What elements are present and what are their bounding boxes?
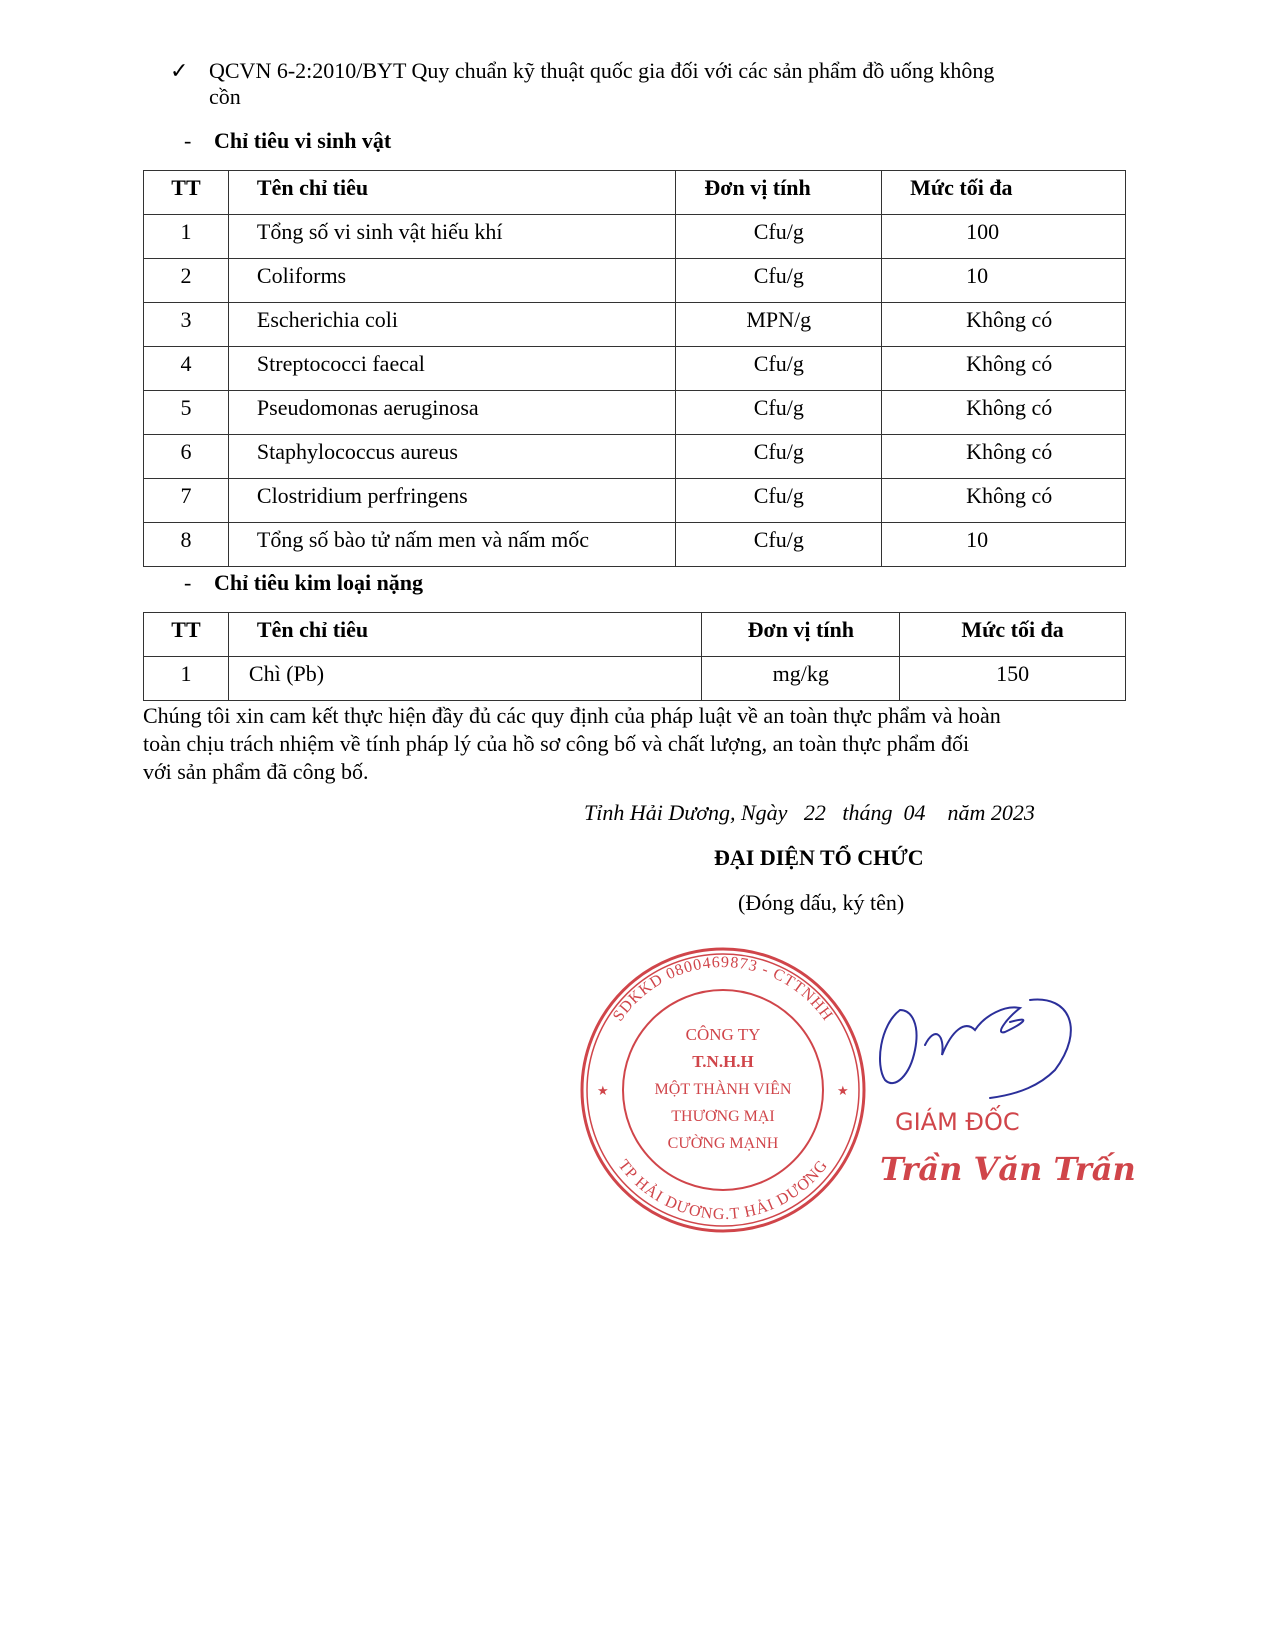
cell-tt: 2 (180, 263, 192, 288)
commitment-line: toàn chịu trách nhiệm về tính pháp lý của hồ sơ công bố và chất lượng, an toàn thực phẩm đối (143, 731, 970, 756)
table-row (144, 435, 1126, 479)
cell-name: Pseudomonas aeruginosa (256, 395, 479, 420)
cell-unit: Cfu/g (753, 263, 804, 288)
standard-title: QCVN 6-2:2010/BYT Quy chuẩn kỹ thuật quốc gia đối với các sản phẩm đồ uống không (209, 58, 995, 83)
bullet-dash: - (184, 128, 192, 153)
cell-unit: Cfu/g (753, 351, 804, 376)
cell-tt: 6 (180, 439, 192, 464)
stamp-line: CÔNG TY (685, 1025, 761, 1044)
table-row (144, 657, 1126, 701)
stamp-outer-bottom-text: TP HẢI DƯƠNG.T HẢI DƯƠNG (614, 1156, 832, 1224)
cell-unit: Cfu/g (753, 395, 804, 420)
table-row (144, 303, 1126, 347)
header-max: Mức tối đa (910, 175, 1013, 200)
table-row (144, 479, 1126, 523)
cell-tt: 3 (180, 307, 192, 332)
cell-tt: 5 (180, 395, 192, 420)
director-name: Trần Văn Trấn (880, 1150, 1136, 1188)
cell-max: Không có (966, 307, 1053, 332)
cell-name: Clostridium perfringens (256, 483, 468, 508)
commitment-line: Chúng tôi xin cam kết thực hiện đầy đủ các quy định của pháp luật về an toàn thực phẩm và hoàn (143, 703, 1001, 728)
cell-max: Không có (966, 483, 1053, 508)
cell-max: 10 (966, 527, 989, 552)
cell-unit: mg/kg (772, 661, 829, 686)
stamp-line: T.N.H.H (692, 1052, 754, 1071)
cell-max: 150 (996, 661, 1030, 686)
cell-name: Tổng số vi sinh vật hiếu khí (256, 219, 503, 244)
date-line: Tỉnh Hải Dương, Ngày 22 tháng 04 năm 2023 (584, 800, 1035, 825)
cell-name: Staphylococcus aureus (256, 439, 458, 464)
stamp-outer-top-text: SDKKD 0800469873 - CTTNHH (609, 953, 837, 1025)
cell-max: Không có (966, 351, 1053, 376)
director-title: GIÁM ĐỐC (895, 1108, 1020, 1136)
handwritten-signature (870, 990, 1090, 1100)
stamp-line: MỘT THÀNH VIÊN (654, 1081, 792, 1098)
cell-max: Không có (966, 395, 1053, 420)
star-icon: ★ (837, 1083, 849, 1098)
commitment-line: với sản phẩm đã công bố. (143, 759, 369, 784)
standard-title-cont: cồn (209, 84, 241, 109)
company-stamp (578, 945, 868, 1235)
header-tt: TT (171, 175, 201, 200)
cell-name: Tổng số bào tử nấm men và nấm mốc (256, 527, 589, 552)
cell-unit: MPN/g (746, 307, 812, 332)
header-name: Tên chỉ tiêu (256, 617, 369, 642)
cell-max: 100 (966, 219, 1000, 244)
table-row (144, 391, 1126, 435)
cell-tt: 4 (180, 351, 192, 376)
stamp-line: CƯỜNG MẠNH (667, 1135, 779, 1152)
cell-tt: 1 (180, 661, 192, 686)
header-unit: Đơn vị tính (747, 617, 854, 642)
representative-title: ĐẠI DIỆN TỔ CHỨC (714, 845, 924, 870)
check-mark-icon: ✓ (170, 58, 189, 83)
table-header-row (144, 613, 1126, 657)
heavy-metal-table (143, 612, 1126, 701)
cell-name: Streptococci faecal (256, 351, 425, 376)
cell-name: Escherichia coli (256, 307, 398, 332)
section-micro-title: Chỉ tiêu vi sinh vật (214, 128, 392, 153)
cell-name: Coliforms (256, 263, 347, 288)
table-row (144, 523, 1126, 567)
cell-unit: Cfu/g (753, 527, 804, 552)
cell-max: Không có (966, 439, 1053, 464)
bullet-dash: - (184, 570, 192, 595)
table-row (144, 259, 1126, 303)
cell-max: 10 (966, 263, 989, 288)
table-header-row (144, 171, 1126, 215)
star-icon: ★ (597, 1083, 609, 1098)
cell-unit: Cfu/g (753, 219, 804, 244)
header-tt: TT (171, 617, 201, 642)
table-row (144, 215, 1126, 259)
cell-unit: Cfu/g (753, 439, 804, 464)
table-row (144, 347, 1126, 391)
cell-tt: 8 (180, 527, 192, 552)
microbiology-table (143, 170, 1126, 567)
stamp-instruction: (Đóng dấu, ký tên) (738, 890, 905, 915)
section-metal-title: Chỉ tiêu kim loại nặng (214, 570, 424, 595)
header-unit: Đơn vị tính (704, 175, 811, 200)
header-max: Mức tối đa (961, 617, 1064, 642)
cell-name: Chì (Pb) (248, 661, 325, 686)
stamp-line: THƯƠNG MẠI (671, 1108, 775, 1125)
cell-unit: Cfu/g (753, 483, 804, 508)
cell-tt: 7 (180, 483, 192, 508)
header-name: Tên chỉ tiêu (256, 175, 369, 200)
cell-tt: 1 (180, 219, 192, 244)
